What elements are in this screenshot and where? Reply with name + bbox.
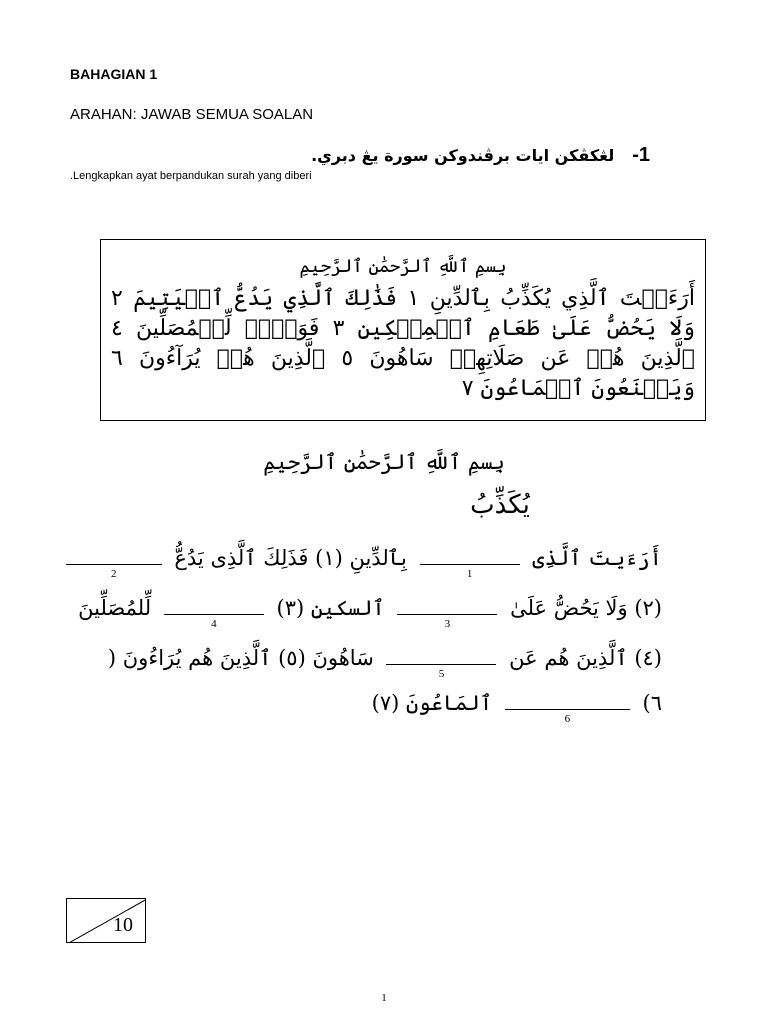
surah-box bbox=[100, 239, 706, 421]
surah-verses: أَرَءَيۡتَ ٱلَّذِي يُكَذِّبُ بِٱلدِّينِ ١ فَذَٰلِكَ ٱلَّذِي يَدُعُّ ٱلۡيَتِيمَ ٢ وَلَا يَحُضُّ عَلَىٰ طَعَامِ ٱلۡمِسۡكِينِ ٣ فَوَيۡلٞ لِّلۡمُصَلِّينَ ٤ ٱلَّذِينَ هُمۡ عَن صَلَاتِهِمۡ سَاهُونَ ٥ ٱلَّذِينَ هُمۡ يُرَآءُونَ ٦ وَيَمۡنَعُونَ ٱلۡمَاعُونَ ٧ bbox=[111, 286, 695, 401]
score-diagonal bbox=[67, 899, 146, 943]
score-total: 10 bbox=[113, 914, 133, 936]
blank-3[interactable] bbox=[397, 590, 497, 630]
blank-6-number: 6 bbox=[564, 713, 571, 725]
blank-4-number: 4 bbox=[211, 618, 217, 630]
line3-text-a: (٤) ٱلَّذِينَ هُم عَن bbox=[509, 646, 662, 670]
blank-2-number: 2 bbox=[110, 568, 117, 580]
question-roman-text: .Lengkapkan ayat berpandukan surah yang diberi bbox=[70, 170, 312, 182]
section-title: BAHAGIAN 1 bbox=[70, 66, 158, 82]
page-number: 1 bbox=[381, 992, 387, 1004]
line2-text-c: لِّلمُصَلِّينَ bbox=[78, 596, 152, 620]
line4-text-a: ٦) bbox=[642, 691, 662, 715]
blank-1-number: 1 bbox=[466, 568, 473, 580]
surah-basmala: بِسمِ ٱللَّهِ ٱلرَّحمَٰنِ ٱلرَّحِيمِ bbox=[299, 256, 507, 277]
question-jawi-text: لڠكڤكن ايات برڤندوكن سورة يڠ دبري. bbox=[311, 146, 615, 165]
blank-1[interactable] bbox=[420, 540, 520, 580]
blank-5-number: 5 bbox=[438, 668, 445, 680]
blank-5[interactable] bbox=[386, 640, 496, 680]
exercise-basmala: بِسمِ ٱللَّهِ ٱلرَّحمَٰنِ ٱلرَّحِيمِ bbox=[263, 450, 505, 474]
blank-3-number: 3 bbox=[444, 618, 451, 630]
line2-text-a: (٢) وَلَا يَحُضُّ عَلَىٰ bbox=[510, 596, 662, 620]
score-box bbox=[66, 898, 146, 943]
exercise-line-4 bbox=[370, 685, 662, 729]
blank-6[interactable] bbox=[505, 685, 630, 725]
question-number: -1 bbox=[632, 144, 650, 166]
instruction-text: ARAHAN: JAWAB SEMUA SOALAN bbox=[70, 106, 314, 123]
exercise-line-3 bbox=[70, 640, 662, 684]
blank-4[interactable] bbox=[164, 590, 264, 630]
line1-text-b: بِٱلدِّينِ (١) فَذَلِكَ ٱلَّذِى يَدُعُّ bbox=[174, 546, 407, 570]
question-header bbox=[290, 144, 650, 172]
sample-word: يُكَذِّبُ bbox=[470, 490, 530, 520]
line3-text-b: سَاهُونَ (٥) ٱلَّذِينَ هُم يُرَاءُونَ ( bbox=[107, 646, 374, 670]
line4-text-b: ٱلمَاعُونَ (٧) bbox=[371, 691, 493, 715]
line1-text-a: أَرَءَيتَ ٱلَّذِى bbox=[532, 546, 662, 570]
blank-2[interactable] bbox=[66, 540, 162, 580]
exercise-line-1 bbox=[70, 540, 662, 584]
exercise-line-2 bbox=[70, 590, 662, 634]
line2-text-b: ٱلسكينِ (٣) bbox=[276, 596, 385, 620]
